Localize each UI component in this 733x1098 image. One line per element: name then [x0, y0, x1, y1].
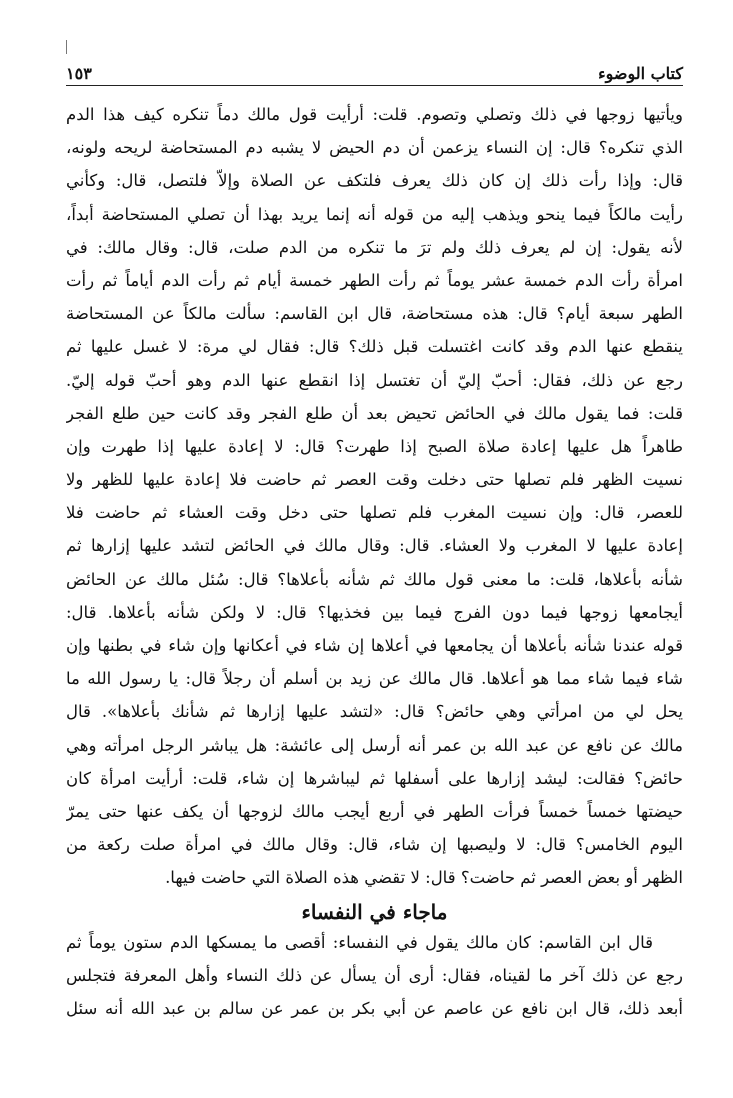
page-number: ١٥٣ [66, 64, 92, 83]
text-line: إعادة عليها لا المغرب ولا العشاء. قال: وقال مالك في الحائض لتشد عليها إزارها ثم [66, 536, 683, 556]
text-line: رأيت مالكاً فيما ينحو ويذهب إليه من قوله أنه إنما يريد بهذا أن تصلي المستحاضة أبداً، [66, 204, 683, 224]
text-line: رجع عن ذلك، فقال: أحبّ إليّ أن تغتسل إذا انقطع عنها الدم وهو أحبّ قوله إليّ. [66, 370, 683, 390]
text-line: ويأتيها زوجها في ذلك وتصلي وتصوم. قلت: أرأيت قول مالك دماً تنكره كيف هذا الدم [66, 105, 683, 124]
text-line: شاء فيما شاء مما هو أعلاها. قال مالك عن زيد بن أسلم أن رجلاً قال: يا رسول الله ما [66, 669, 683, 689]
text-line: قلت: فما يقول مالك في الحائض تحيض بعد أن طلع الفجر وقد كانت حين طلع الفجر [66, 403, 683, 423]
page-corner-mark [66, 40, 67, 54]
text-line: قال: وإذا رأت ذلك إن كان ذلك يعرف فلتكف عن الصلاة وإلاّ فلتصل، قال: وكأني [66, 171, 683, 191]
text-line: شأنه بأعلاها، قلت: ما معنى قول مالك ثم شأنه بأعلاها؟ قال: سُئل مالك عن الحائض [66, 569, 683, 589]
text-line: الطهر سبعة أيام؟ قال: هذه مستحاضة، قال ابن القاسم: سألت مالكاً عن المستحاضة [66, 304, 683, 324]
header-rule [66, 85, 683, 86]
text-line: يحل لي من امرأتي وهي حائض؟ قال: «لتشد عليها إزارها ثم شأنك بأعلاها». قال [66, 702, 683, 722]
text-line: اليوم الخامس؟ قال: لا وليصبها إن شاء، قال: وقال مالك في امرأة صلت ركعة من [66, 835, 683, 855]
text-line: مالك عن نافع عن عبد الله بن عمر أنه أرسل إلى عائشة: هل يباشر الرجل امرأته وهي [66, 735, 683, 755]
page-header [66, 58, 683, 84]
text-line: حائض؟ فقالت: ليشد إزارها على أسفلها ثم ليباشرها إن شاء، قلت: أرأيت امرأة كان [66, 768, 683, 788]
text-line: قال ابن القاسم: كان مالك يقول في النفساء: أقصى ما يمسكها الدم ستون يوماً ثم [66, 933, 653, 952]
text-line: أيجامعها زوجها فيما دون الفرج فيما بين فخذيها؟ قال: لا ولكن شأنه بأعلاها. قال: [66, 602, 683, 622]
text-line: حيضتها خمساً خمساً فرأت الطهر في أربع أيجب مالك لزوجها أن يكف عنها حتى يمرّ [66, 801, 683, 821]
text-line: طاهراً هل عليها إعادة صلاة الصبح إذا طهرت؟ قال: لا إعادة عليها إذا طهرت وإن [66, 436, 683, 456]
text-line: نسيت الظهر فلم تصلها حتى دخلت وقت العصر ثم حاضت فلا إعادة عليها للظهر ولا [66, 470, 683, 490]
text-line: للعصر، قال: وإن نسيت المغرب فلم تصلها حتى دخل وقت العشاء ثم حاضت فلا [66, 503, 683, 523]
text-line: الذي تنكره؟ قال: إن النساء يزعمن أن دم الحيض لا يشبه دم المستحاضة لريحه ولونه، [66, 138, 683, 158]
text-line: قوله عندنا شأنه بأعلاها أن يجامعها في أعلاها إن شاء في أعكانها وإن شاء في بطنها وإن [66, 636, 683, 655]
book-title: كتاب الوضوء [598, 64, 683, 83]
text-line: أبعد ذلك، قال ابن نافع عن عاصم عن أبي بكر بن عمر عن سالم بن عبد الله أنه سئل [66, 999, 683, 1019]
text-line: امرأة رأت الدم خمسة عشر يوماً ثم رأت الطهر خمسة أيام ثم رأت الدم أياماً ثم رأت [66, 270, 683, 290]
text-line: لأنه يقول: إن لم يعرف ذلك ولم ترَ ما تنكره من الدم صلت، قال: وقال مالك: في [66, 237, 683, 257]
body-text [66, 98, 683, 895]
text-line: ينقطع عنها الدم وقد كانت اغتسلت قبل ذلك؟ قال: فقال لي مرة: لا غسل عليها ثم [66, 337, 683, 357]
section-heading: ماجاء في النفساء [301, 900, 448, 924]
text-line: رجع عن ذلك آخر ما لقيناه، فقال: أرى أن يسأل عن ذلك النساء وأهل المعرفة فتجلس [66, 966, 683, 986]
text-line: الظهر أو بعض العصر ثم حاضت؟ قال: لا تقضي هذه الصلاة التي حاضت فيها. [165, 868, 683, 888]
section-text [66, 926, 683, 1026]
